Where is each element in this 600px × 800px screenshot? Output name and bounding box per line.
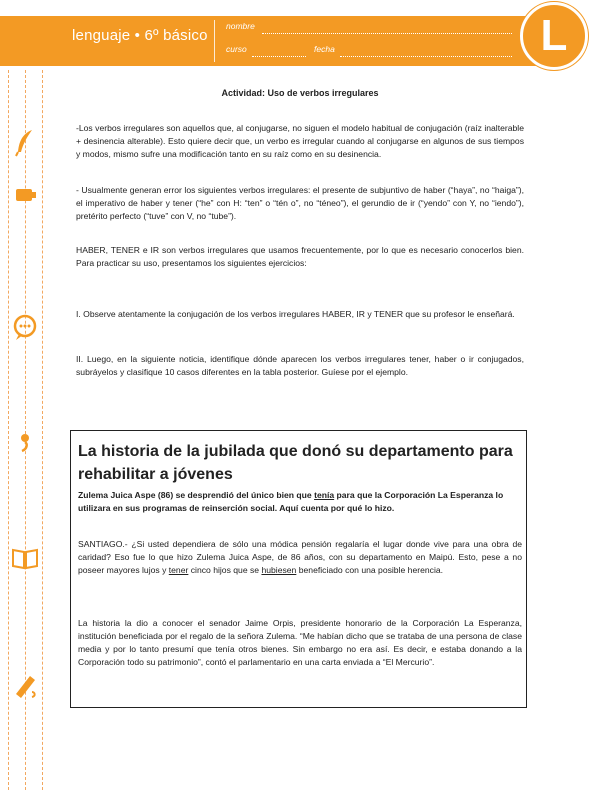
name-field-line[interactable]: [262, 33, 512, 34]
course-field-line[interactable]: [252, 56, 306, 57]
article-text: SANTIAGO.- ¿Si usted dependiera de sólo una módica pensión regalaría el lugar donde vive para una obra de caridad? Eso fue lo que hizo Zulema Juica Aspe, de 86 años, con su departamento en Maipú. Esto, pese a no poseer mayores lujos y: [78, 539, 522, 575]
date-field-label: fecha: [314, 44, 335, 54]
name-field-label: nombre: [226, 21, 255, 31]
underlined-verb: hubiesen: [261, 565, 297, 575]
open-book-icon: [10, 542, 40, 572]
header-divider: [214, 20, 215, 62]
article-lead-text: Zulema Juica Aspe (86) se desprendió del único bien que: [78, 490, 315, 500]
article-lead: [78, 489, 522, 515]
article-text: cinco hijos que se: [188, 565, 262, 575]
intro-paragraph-common-errors: - Usualmente generan error los siguientes verbos irregulares: el presente de subjuntivo de haber (“haya”, no “haiga”), el imperativo de haber y tener (“he” con H: “ten” o “tén o”, no “téneo”), el gerundio de ir (“yendo” con Y, no “iendo”), pretérito perfecto (“tuve” con V, no “tube”).: [76, 185, 524, 221]
intro-paragraph-practice: HABER, TENER e IR son verbos irregulares que usamos frecuentemente, por lo que es necesario conocerlos bien. Para practicar su uso, presentamos los siguientes ejercicios:: [76, 245, 524, 268]
article-title: La historia de la jubilada que donó su departamento para rehabilitar a jóvenes: [78, 443, 513, 483]
subject-logo-badge: L: [520, 2, 588, 70]
article-text: beneficiado con una posible herencia.: [296, 565, 444, 575]
speech-bubble-icon: [10, 312, 40, 342]
activity-title: Actividad: Uso de verbos irregulares: [221, 88, 379, 98]
margin-dash-line: [8, 70, 9, 790]
date-field-line[interactable]: [340, 56, 512, 57]
underlined-verb: tener: [168, 565, 189, 575]
margin-dash-line: [42, 70, 43, 790]
intro-paragraph-definition: -Los verbos irregulares son aquellos que, al conjugarse, no siguen el modelo habitual de conjugación (raíz inalterable + desinencia alterable). Esto quiere decir que, un verbo es irregular cuando al conjugarse en algunos de sus tiempos y modos, mismo sufre una modificación tanto en su raíz como en su desinencia.: [76, 123, 524, 159]
pencil-icon: [10, 670, 40, 700]
article-paragraph-one: [78, 538, 522, 577]
subject-label: lenguaje • 6º básico: [72, 27, 208, 44]
decorative-margin: [0, 70, 54, 800]
quill-icon: [10, 128, 40, 158]
sharpener-icon: [10, 180, 40, 210]
worksheet-header: [0, 0, 600, 72]
instruction-one: I. Observe atentamente la conjugación de los verbos irregulares HABER, IR y TENER que su profesor le enseñará.: [76, 309, 515, 319]
course-field-label: curso: [226, 44, 247, 54]
instruction-two: II. Luego, en la siguiente noticia, identifique dónde aparecen los verbos irregulares tener, haber o ir conjugados, subráyelos y clasifique 10 casos diferentes en la tabla posterior. Guíese por el ejemplo.: [76, 354, 524, 377]
article-paragraph-two: La historia la dio a conocer el senador Jaime Orpis, presidente honorario de la Corporación La Esperanza, institución beneficiada por el regalo de la señora Zulema. “Me habían dicho que se trataba de una persona de clase media y por lo tanto presumí que tenía otros bienes. Sin embargo no era así. Es decir, e estaba donando a la Corporación todo su patrimonio”, contó el parlamentario en una carta enviada a “El Mercurio”.: [78, 618, 522, 667]
question-mark-icon: [10, 428, 40, 458]
underlined-verb: tenía: [314, 490, 335, 500]
article-lead-text: para que la Corporación La Esperanza lo utilizara en sus programas de reinserción social. Aquí cuenta por qué lo hizo.: [78, 490, 504, 513]
